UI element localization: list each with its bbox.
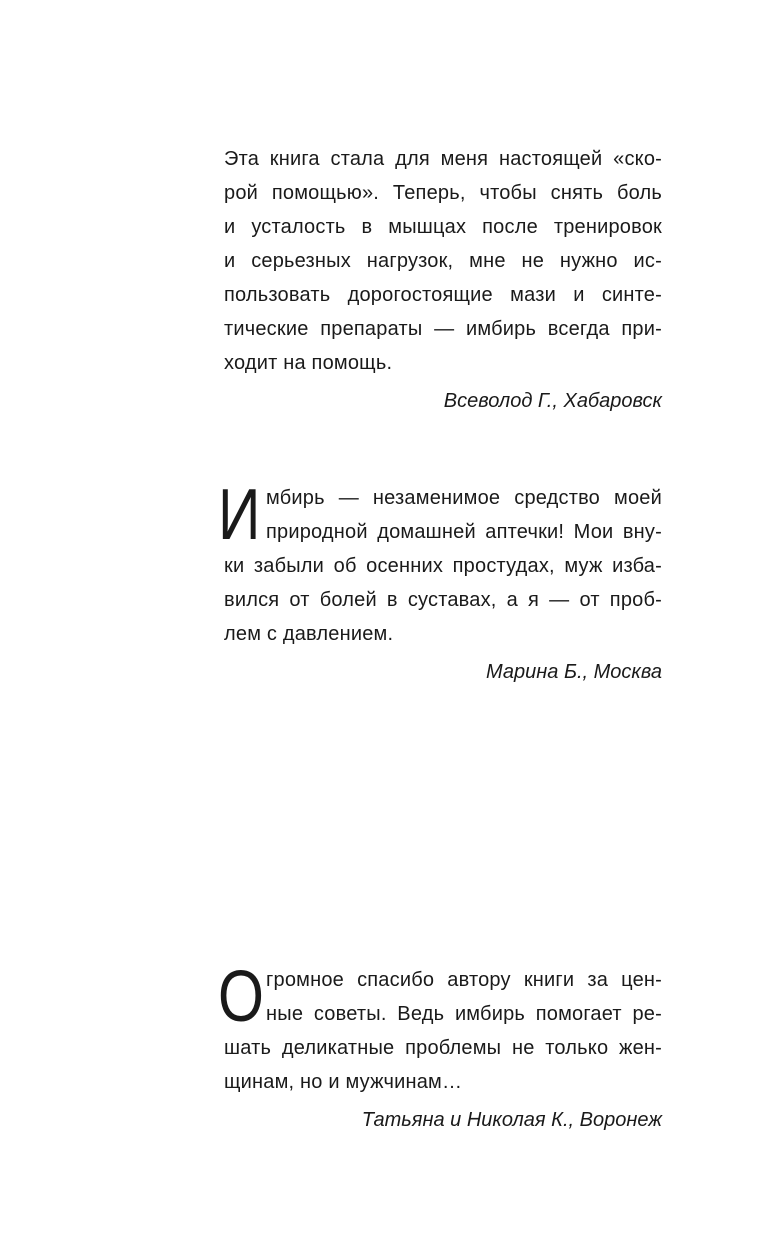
- testimonial-line: рой помощью». Теперь, чтобы снять боль: [224, 182, 662, 204]
- testimonial-1: [224, 142, 662, 418]
- testimonial-line: лем с давлением.: [224, 623, 394, 645]
- testimonial-2: [218, 475, 662, 689]
- testimonial-line: щинам, но и мужчинам…: [224, 1071, 463, 1093]
- testimonial-author: Марина Б., Москва: [486, 661, 662, 683]
- testimonial-line: вился от болей в суставах, а я — от проб-: [224, 589, 662, 611]
- testimonial-line: шать деликатные проблемы не только жен-: [224, 1037, 662, 1059]
- drop-cap: И: [218, 475, 261, 555]
- testimonial-line: и серьезных нагрузок, мне не нужно ис-: [224, 250, 662, 272]
- drop-cap: О: [218, 957, 264, 1037]
- testimonial-line: ходит на помощь.: [224, 352, 393, 374]
- testimonial-author: Всеволод Г., Хабаровск: [443, 390, 662, 412]
- testimonial-line: тические препараты — имбирь всегда при-: [224, 318, 662, 340]
- testimonial-line: мбирь — незаменимое средство моей: [266, 487, 662, 509]
- testimonial-line: и усталость в мышцах после тренировок: [224, 216, 662, 238]
- testimonial-author: Татьяна и Николая К., Воронеж: [361, 1109, 662, 1131]
- testimonial-line: Эта книга стала для меня настоящей «ско-: [224, 148, 662, 170]
- testimonial-3: [218, 957, 662, 1137]
- testimonial-line: ки забыли об осенних простудах, муж изба-: [224, 555, 662, 577]
- testimonial-line: громное спасибо автору книги за цен-: [266, 969, 662, 991]
- testimonial-line: природной домашней аптечки! Мои вну-: [266, 521, 662, 543]
- testimonial-line: пользовать дорогостоящие мази и синте-: [224, 284, 662, 306]
- testimonial-line: ные советы. Ведь имбирь помогает ре-: [266, 1003, 662, 1025]
